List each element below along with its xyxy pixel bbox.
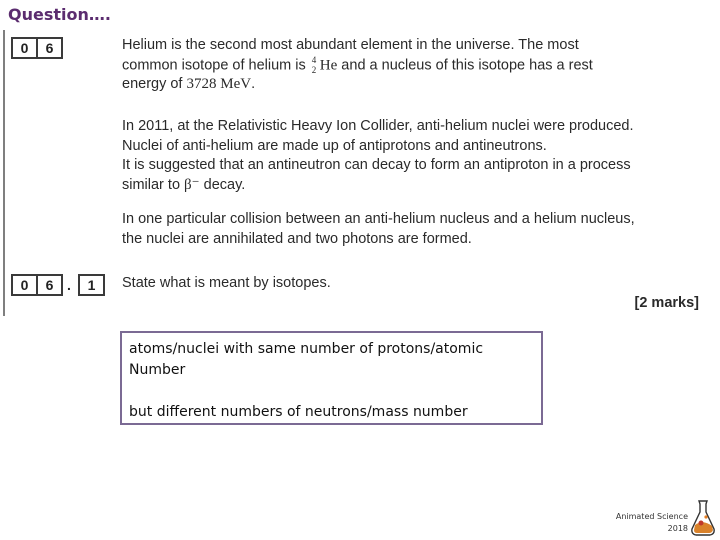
part-number-digit: 1 bbox=[87, 277, 96, 293]
helium-nuclide-notation bbox=[311, 56, 320, 75]
paragraph-line: In 2011, at the Relativistic Heavy Ion Collider, anti-helium nuclei were produced. bbox=[122, 118, 634, 134]
answer-line: but different numbers of neutrons/mass number bbox=[129, 404, 468, 420]
answer-line: Number bbox=[129, 362, 186, 378]
page-title: Question…. bbox=[8, 5, 111, 24]
intro-text: energy of bbox=[122, 76, 187, 93]
paragraph-line: the nuclei are annihilated and two photons are formed. bbox=[122, 230, 472, 247]
intro-text: common isotope of helium is bbox=[122, 56, 310, 73]
question-number-box bbox=[11, 37, 63, 59]
part-number-separator: . bbox=[67, 277, 71, 293]
paragraph-line: It is suggested that an antineutron can decay to form an antiproton in a process bbox=[122, 157, 631, 173]
part-number-box bbox=[11, 274, 63, 296]
intro-text: and a nucleus of this isotope has a rest bbox=[337, 56, 593, 73]
part-subnumber-box bbox=[78, 274, 105, 296]
nuclide-atomic-number: 2 bbox=[311, 64, 317, 75]
footer-brand: Animated Science bbox=[615, 512, 688, 521]
intro-line bbox=[122, 56, 707, 76]
question-number-digit: 0 bbox=[20, 40, 29, 56]
marks-label: [2 marks] bbox=[634, 295, 699, 311]
margin-rule bbox=[3, 30, 5, 316]
part-prompt: State what is meant by isotopes. bbox=[122, 275, 331, 291]
intro-paragraph bbox=[122, 36, 707, 95]
nuclide-mass-number: 4 bbox=[311, 54, 317, 65]
nuclide-symbol: He bbox=[319, 56, 338, 73]
flask-logo-icon bbox=[690, 499, 716, 537]
exam-question-scan bbox=[0, 30, 712, 318]
paragraph-text: similar to bbox=[122, 176, 185, 193]
question-number-digit: 6 bbox=[36, 39, 61, 57]
intro-line: Helium is the second most abundant element in the universe. The most bbox=[122, 37, 579, 53]
footer-year: 2018 bbox=[667, 524, 688, 533]
answer-box bbox=[120, 331, 543, 425]
collision-paragraph bbox=[122, 210, 707, 249]
animated-science-logo bbox=[612, 499, 718, 539]
rest-energy-value: 3728 MeV bbox=[186, 76, 252, 93]
intro-text: . bbox=[251, 76, 256, 93]
part-number-digit: 0 bbox=[20, 277, 29, 293]
antihelium-paragraph bbox=[122, 117, 707, 195]
footer-brand-text bbox=[612, 511, 688, 535]
part-number-digit: 6 bbox=[36, 276, 61, 294]
beta-minus-symbol: β⁻ bbox=[184, 176, 200, 193]
intro-line bbox=[122, 75, 707, 95]
paragraph-line: Nuclei of anti-helium are made up of antiprotons and antineutrons. bbox=[122, 137, 547, 154]
paragraph-line: In one particular collision between an anti-helium nucleus and a helium nucleus, bbox=[122, 211, 635, 227]
answer-line: atoms/nuclei with same number of protons/atomic bbox=[129, 341, 484, 357]
paragraph-text: decay. bbox=[199, 176, 246, 193]
paragraph-line bbox=[122, 176, 707, 196]
